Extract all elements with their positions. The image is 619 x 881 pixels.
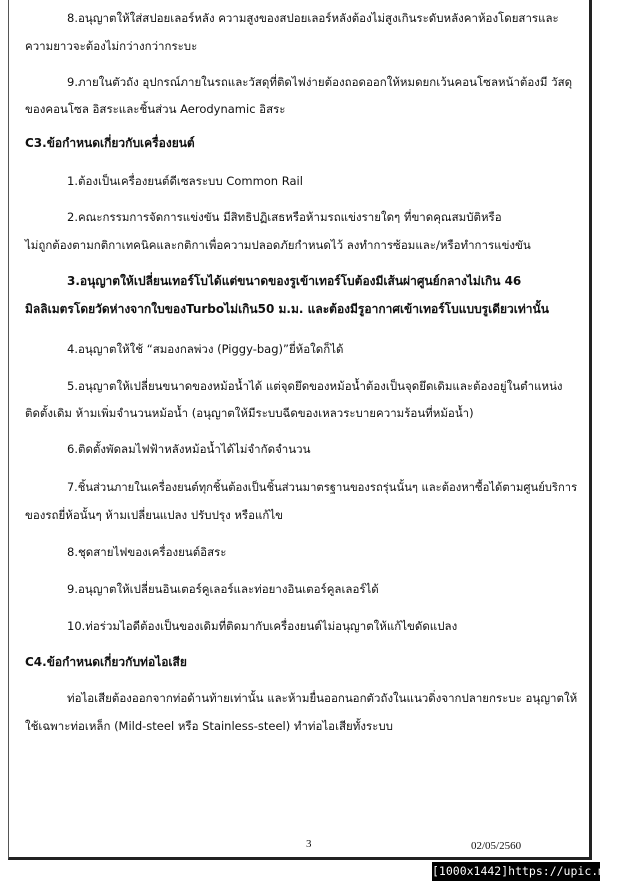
rule-c3-5-line2: ติดตั้งเดิม ห้ามเพิ่มจำนวนหม้อน้ำ (อนุญาตให้มีระบบฉีดของเหลวระบายความร้อนที่หม้อน้ำ) [25, 406, 474, 420]
rule-c3-3-line1: 3.อนุญาตให้เปลี่ยนเทอร์โบได้แต่ขนาดของรูเข้าเทอร์โบต้องมีเส้นผ่าศูนย์กลางไม่เกิน 46 [67, 274, 522, 288]
rule-c3-10: 10.ท่อร่วมไอดีต้องเป็นของเดิมที่ติดมากับเครื่องยนต์ไม่อนุญาตให้แก้ไขดัดแปลง [67, 619, 458, 633]
image-host-watermark: [1000x1442]https://upic.me/ [432, 862, 600, 881]
rule-b8-line2: ความยาวจะต้องไม่กว่างกว่ากระบะ [25, 39, 198, 53]
rule-c4-line1: ท่อไอเสียต้องออกจากท่อด้านท้ายเท่านั้น และห้ามยื่นออกนอกตัวถังในแนวดิ่งจากปลายกระบะ อนุญาตให้ [67, 691, 578, 705]
rule-c3-2-line2: ไม่ถูกต้องตามกติกาเทคนิคและกติกาเพื่อความปลอดภัยกำหนดไว้ ลงทำการซ้อมและ/หรือทำการแข่งขัน [25, 238, 531, 252]
rule-c3-5-line1: 5.อนุญาตให้เปลี่ยนขนาดของหม้อน้ำได้ แต่จุดยึดของหม้อน้ำต้องเป็นจุดยึดเดิมและต้องอยู่ในตำแหน่ง [67, 379, 563, 393]
rule-c3-7-line1: 7.ชิ้นส่วนภายในเครื่องยนต์ทุกชิ้นต้องเป็นชิ้นส่วนมาตรฐานของรถรุ่นนั้นๆ และต้องหาซื้อได้ตามศูนย์บริการ [67, 481, 578, 494]
document-date: 02/05/2560 [471, 840, 522, 852]
rule-c3-6: 6.ติดตั้งพัดลมไฟฟ้าหลังหม้อน้ำได้ไม่จำกัดจำนวน [67, 442, 311, 456]
rule-b8-line1: 8.อนุญาตให้ใส่สปอยเลอร์หลัง ความสูงของสปอยเลอร์หลังต้องไม่สูงเกินระดับหลังคาห้องโดยสารและ [67, 11, 559, 25]
rule-b9-line1: 9.ภายในตัวถัง อุปกรณ์ภายในรถและวัสดุที่ติดไฟง่ายต้องถอดออกให้หมดยกเว้นคอนโซลหน้าต้องมี วัสดุ [67, 75, 573, 89]
rule-c3-4: 4.อนุญาตให้ใช้ “สมองกลพ่วง (Piggy-bag)”ยี่ห้อใดก็ได้ [67, 342, 344, 356]
document-page [8, 0, 592, 860]
page-number: 3 [306, 838, 312, 850]
rule-c3-9: 9.อนุญาตให้เปลี่ยนอินเตอร์คูเลอร์และท่อยางอินเตอร์คูลเลอร์ได้ [67, 582, 379, 596]
section-heading-c4: C4.ข้อกำหนดเกี่ยวกับท่อไอเสีย [25, 655, 187, 669]
rule-c3-1: 1.ต้องเป็นเครื่องยนต์ดีเซลระบบ Common Rail [67, 174, 303, 188]
rule-c3-3-line2: มิลลิเมตรโดยวัดห่างจากใบของTurboไม่เกิน50 ม.ม. และต้องมีรูอากาศเข้าเทอร์โบแบบรูเดียวเท่านั้น [25, 302, 549, 316]
rule-c4-line2: ใช้เฉพาะท่อเหล็ก (Mild-steel หรือ Stainless-steel) ทำท่อไอเสียทั้งระบบ [25, 719, 393, 733]
section-heading-c3: C3.ข้อกำหนดเกี่ยวกับเครื่องยนต์ [25, 136, 195, 150]
rule-c3-2-line1: 2.คณะกรรมการจัดการแข่งขัน มีสิทธิปฏิเสธหรือห้ามรถแข่งรายใดๆ ที่ขาดคุณสมบัติหรือ [67, 210, 502, 224]
rule-b9-line2: ของคอนโซล อิสระและชิ้นส่วน Aerodynamic อิสระ [25, 102, 286, 116]
rule-c3-7-line2: ของรถยี่ห้อนั้นๆ ห้ามเปลี่ยนแปลง ปรับปรุง หรือแก้ไข [25, 508, 284, 522]
rule-c3-8: 8.ชุดสายไฟของเครื่องยนต์อิสระ [67, 545, 227, 559]
